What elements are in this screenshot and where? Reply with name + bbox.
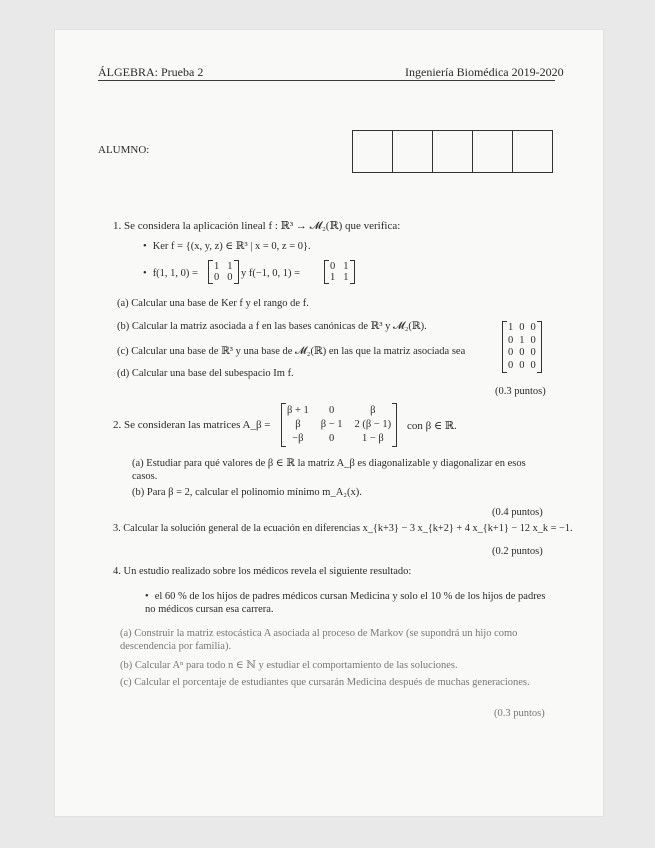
q1-item-c: (c) Calcular una base de ℝ³ y una base de 𝓜₂(ℝ) en las que la matriz asociada sea [117, 346, 466, 357]
q1-intro: 1. Se considera la aplicación lineal f : ℝ³ → 𝓜₂(ℝ) que verifica: [113, 220, 401, 232]
q2-condition: con β ∈ ℝ. [407, 420, 457, 432]
id-box[interactable] [393, 131, 433, 172]
q4-item-a: (a) Construir la matriz estocástica A asociada al proceso de Markov (se supondrá un hijo como descendencia por familia). [120, 628, 518, 652]
q2-matrix: β + 1 0 β β β − 1 2 (β − 1) −β 0 1 − β [281, 403, 397, 447]
q1-bullet-ker: • Ker f = {(x, y, z) ∈ ℝ³ | x = 0, z = 0}. [143, 240, 311, 252]
q1-bullet-f-and: y f(−1, 0, 1) = [241, 268, 301, 279]
q1-matrix-f2: 0 1 1 1 [324, 260, 355, 284]
id-box[interactable] [513, 131, 552, 172]
q4-intro: 4. Un estudio realizado sobre los médicos revela el siguiente resultado: [113, 566, 412, 577]
q2-item-b: (b) Para β = 2, calcular el polinomio mínimo m_A₂(x). [132, 487, 362, 498]
q3-points: (0.2 puntos) [492, 546, 543, 557]
q1-item-d: (d) Calcular una base del subespacio Im f. [117, 368, 294, 379]
id-box[interactable] [353, 131, 393, 172]
q4-points: (0.3 puntos) [494, 708, 545, 719]
program-title: Ingeniería Biomédica 2019-2020 [405, 65, 564, 79]
course-title: ÁLGEBRA: Prueba 2 [98, 65, 204, 79]
student-id-boxes[interactable] [352, 130, 553, 173]
id-box[interactable] [473, 131, 513, 172]
header-rule [98, 80, 555, 81]
id-box[interactable] [433, 131, 473, 172]
student-label: ALUMNO: [98, 144, 150, 156]
q4-item-c: (c) Calcular el porcentaje de estudiantes que cursarán Medicina después de muchas generaciones. [120, 677, 530, 688]
q1-item-a: (a) Calcular una base de Ker f y el rango de f. [117, 298, 309, 309]
q1-points: (0.3 puntos) [495, 386, 546, 397]
q1-matrix-f1: 1 1 0 0 [208, 260, 239, 284]
q1-matrix-c: 1 0 0 0 1 0 0 0 0 0 0 0 [502, 321, 542, 373]
q2-points: (0.4 puntos) [492, 507, 543, 518]
q1-item-b: (b) Calcular la matriz asociada a f en las bases canónicas de ℝ³ y 𝓜₂(ℝ). [117, 321, 427, 332]
q2-item-a: (a) Estudiar para qué valores de β ∈ ℝ la matriz A_β es diagonalizable y diagonalizar en esos casos. [132, 458, 526, 482]
q2-intro: 2. Se consideran las matrices A_β = [113, 419, 271, 431]
q4-bullet: • el 60 % de los hijos de padres médicos cursan Medicina y solo el 10 % de los hijos de padres no médicos cursan esa carrera. [145, 590, 550, 616]
q1-bullet-f-label: • f(1, 1, 0) = [143, 268, 198, 279]
q4-item-b: (b) Calcular Aⁿ para todo n ∈ ℕ y estudiar el comportamiento de las soluciones. [120, 660, 458, 671]
q3-text: 3. Calcular la solución general de la ecuación en diferencias x_{k+3} − 3 x_{k+2} + 4 x_{k+1} − 12 x_k = −1. [113, 523, 573, 534]
